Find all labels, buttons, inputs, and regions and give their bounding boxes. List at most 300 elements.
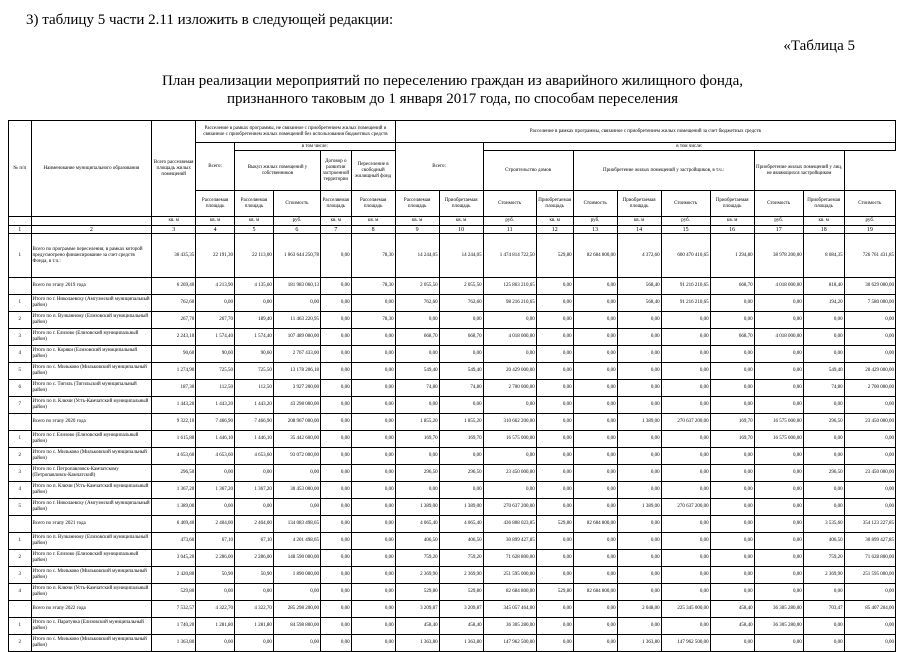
- column-number: 19: [844, 226, 895, 234]
- value-cell: 0,00: [536, 550, 573, 567]
- row-number: 1: [9, 295, 32, 312]
- row-name: Итого по с. Мильково (Мильковский муниципальный район): [31, 363, 152, 380]
- row-number: 1: [9, 431, 32, 448]
- value-cell: 6 469,40: [152, 516, 196, 533]
- table-row: [9, 601, 896, 618]
- value-cell: 458,40: [395, 618, 439, 635]
- row-number: [9, 516, 32, 533]
- value-cell: 0,00: [351, 550, 395, 567]
- table-row: [9, 295, 896, 312]
- value-cell: 107 489 000,00: [273, 329, 320, 346]
- table-row: [9, 380, 896, 397]
- value-cell: 0,00: [803, 618, 844, 635]
- value-cell: 0,00: [661, 465, 710, 482]
- header-area-res-3: Расселяемая площадь: [320, 191, 351, 217]
- header-name: Наименование муниципального образования: [31, 121, 152, 217]
- value-cell: 0,00: [351, 567, 395, 584]
- value-cell: 112,50: [196, 380, 235, 397]
- value-cell: 169,70: [710, 414, 754, 431]
- value-cell: 473,60: [152, 533, 196, 550]
- column-number: 1: [9, 226, 32, 234]
- value-cell: 0,00: [273, 499, 320, 516]
- value-cell: 125 863 210,65: [483, 278, 536, 295]
- value-cell: 458,40: [710, 618, 754, 635]
- value-cell: 3 209,87: [395, 601, 439, 618]
- value-cell: 0,00: [617, 618, 661, 635]
- value-cell: 0,00: [395, 312, 439, 329]
- column-number: 5: [235, 226, 274, 234]
- column-number: 15: [661, 226, 710, 234]
- column-number: 3: [152, 226, 196, 234]
- value-cell: 90,60: [152, 346, 196, 363]
- table-row: [9, 465, 896, 482]
- value-cell: 600 470 410,65: [661, 234, 710, 278]
- row-number: [9, 414, 32, 431]
- value-cell: 0,00: [439, 346, 483, 363]
- value-cell: 726 761 431,85: [844, 234, 895, 278]
- unit-cell: кв. м: [536, 217, 573, 226]
- value-cell: 0,00: [196, 295, 235, 312]
- value-cell: 436 808 023,85: [483, 516, 536, 533]
- value-cell: 0,00: [710, 397, 754, 414]
- value-cell: 0,00: [710, 465, 754, 482]
- value-cell: 23 450 000,00: [483, 465, 536, 482]
- column-number: 13: [573, 226, 617, 234]
- value-cell: 296,50: [395, 465, 439, 482]
- value-cell: 0,00: [320, 234, 351, 278]
- unit-cell: кв. м: [235, 217, 274, 226]
- value-cell: 0,00: [235, 465, 274, 482]
- value-cell: 91 216 210,65: [661, 278, 710, 295]
- value-cell: 0,00: [803, 448, 844, 465]
- header-incl-b: в том числе:: [483, 143, 895, 151]
- column-numbers-row: [9, 226, 896, 234]
- row-number: 3: [9, 567, 32, 584]
- value-cell: 0,00: [661, 584, 710, 601]
- value-cell: 0,00: [661, 567, 710, 584]
- value-cell: 529,80: [536, 234, 573, 278]
- row-name: Итого по п. Ключи (Усть-Камчатский муниципальный район): [31, 584, 152, 601]
- value-cell: 0,00: [617, 516, 661, 533]
- value-cell: 189,40: [235, 312, 274, 329]
- value-cell: 0,00: [573, 448, 617, 465]
- value-cell: 0,00: [536, 482, 573, 499]
- value-cell: 0,00: [320, 618, 351, 635]
- header-total: Всего расселяемая площадь жилых помещений: [152, 121, 196, 217]
- value-cell: 759,20: [439, 550, 483, 567]
- value-cell: 11 463 220,95: [273, 312, 320, 329]
- value-cell: 2 700 000,00: [483, 380, 536, 397]
- value-cell: 0,00: [661, 431, 710, 448]
- value-cell: 2 286,00: [235, 550, 274, 567]
- value-cell: 1 443,20: [235, 397, 274, 414]
- value-cell: 0,00: [536, 533, 573, 550]
- value-cell: 0,00: [754, 567, 803, 584]
- value-cell: 2 369,90: [395, 567, 439, 584]
- value-cell: 0,00: [617, 397, 661, 414]
- value-cell: 0,00: [803, 346, 844, 363]
- value-cell: 529,80: [536, 584, 573, 601]
- header-group-a: Расселение в рамках программы, не связанное с приобретением жилых помещений и связанное с приобретением жилых помещений без использования бюджетных средств: [196, 121, 395, 143]
- value-cell: 0,00: [754, 516, 803, 533]
- value-cell: 1 363,80: [439, 635, 483, 652]
- value-cell: 1 615,80: [152, 431, 196, 448]
- value-cell: 1 855,20: [395, 414, 439, 431]
- value-cell: 406,50: [803, 533, 844, 550]
- value-cell: 267,70: [152, 312, 196, 329]
- value-cell: 762,60: [395, 295, 439, 312]
- table-row: [9, 516, 896, 533]
- value-cell: 0,00: [710, 516, 754, 533]
- column-number: 14: [617, 226, 661, 234]
- value-cell: 0,00: [617, 465, 661, 482]
- header-cost-4: Стоимость: [661, 191, 710, 217]
- value-cell: 0,00: [395, 397, 439, 414]
- unit-cell: руб.: [483, 217, 536, 226]
- row-name: Итого по с. Мильково (Мильковский муниципальный район): [31, 635, 152, 652]
- value-cell: 3 209,87: [439, 601, 483, 618]
- value-cell: 0,00: [573, 567, 617, 584]
- value-cell: 1 389,00: [152, 499, 196, 516]
- value-cell: 23 450 000,00: [844, 414, 895, 431]
- resettlement-plan-table: [8, 120, 896, 652]
- value-cell: 0,00: [320, 312, 351, 329]
- unit-cell: [9, 217, 32, 226]
- value-cell: 16 575 000,00: [754, 414, 803, 431]
- value-cell: 0,00: [573, 312, 617, 329]
- value-cell: 270 637 200,00: [483, 499, 536, 516]
- value-cell: 0,00: [196, 635, 235, 652]
- value-cell: 0,00: [661, 397, 710, 414]
- value-cell: 668,70: [395, 329, 439, 346]
- value-cell: 4 653,60: [196, 448, 235, 465]
- value-cell: 90,60: [235, 346, 274, 363]
- value-cell: 8 084,35: [803, 234, 844, 278]
- header-group-b: Расселение в рамках программы, связанное с приобретением жилых помещений за счет бюджетных средств: [395, 121, 895, 143]
- value-cell: 0,00: [320, 499, 351, 516]
- value-cell: 0,00: [661, 329, 710, 346]
- value-cell: 93 072 000,00: [273, 448, 320, 465]
- table-row: [9, 278, 896, 295]
- value-cell: 0,00: [351, 601, 395, 618]
- value-cell: 0,00: [844, 584, 895, 601]
- value-cell: 1 281,80: [196, 618, 235, 635]
- value-cell: 1 274,90: [152, 363, 196, 380]
- value-cell: 22 113,00: [235, 234, 274, 278]
- row-number: 5: [9, 363, 32, 380]
- value-cell: 0,00: [844, 635, 895, 652]
- value-cell: 0,00: [320, 567, 351, 584]
- value-cell: 148 590 000,00: [273, 550, 320, 567]
- value-cell: 0,00: [395, 346, 439, 363]
- value-cell: 1 367,20: [196, 482, 235, 499]
- value-cell: 0,00: [710, 499, 754, 516]
- column-number: 6: [273, 226, 320, 234]
- value-cell: 2 369,90: [803, 567, 844, 584]
- value-cell: 2 420,80: [152, 567, 196, 584]
- value-cell: 0,00: [617, 380, 661, 397]
- value-cell: 0,00: [320, 329, 351, 346]
- value-cell: 181 983 060,13: [273, 278, 320, 295]
- value-cell: 0,00: [661, 346, 710, 363]
- header-cost-1: Стоимость: [273, 191, 320, 217]
- value-cell: 9 322,10: [152, 414, 196, 431]
- value-cell: 0,00: [661, 363, 710, 380]
- value-cell: 3 535,60: [803, 516, 844, 533]
- row-number: 3: [9, 329, 32, 346]
- value-cell: 725,50: [235, 363, 274, 380]
- value-cell: 225 345 000,00: [661, 601, 710, 618]
- column-number: 18: [803, 226, 844, 234]
- value-cell: 7 580 000,00: [844, 295, 895, 312]
- value-cell: 0,00: [536, 363, 573, 380]
- value-cell: 30 629 000,00: [844, 278, 895, 295]
- value-cell: 0,00: [320, 397, 351, 414]
- value-cell: 13 178 206,18: [273, 363, 320, 380]
- value-cell: 1 443,20: [196, 397, 235, 414]
- table-row: [9, 346, 896, 363]
- table-number-label: «Таблица 5: [783, 38, 855, 54]
- value-cell: 668,70: [710, 329, 754, 346]
- value-cell: 0,00: [754, 533, 803, 550]
- value-cell: 0,00: [573, 380, 617, 397]
- value-cell: 0,00: [661, 380, 710, 397]
- row-name: Всего по программе переселения, в рамках которой предусмотрено финансирование за счет средств Фонда, в т.ч.:: [31, 234, 152, 278]
- column-number: 9: [395, 226, 439, 234]
- value-cell: 1 281,80: [235, 618, 274, 635]
- value-cell: 0,00: [754, 465, 803, 482]
- value-cell: 251 595 000,00: [844, 567, 895, 584]
- value-cell: 20 429 000,00: [483, 363, 536, 380]
- unit-cell: кв. м: [320, 217, 351, 226]
- value-cell: 458,40: [710, 601, 754, 618]
- value-cell: 0,00: [573, 414, 617, 431]
- column-number: 10: [439, 226, 483, 234]
- value-cell: 0,00: [803, 635, 844, 652]
- value-cell: 0,00: [803, 312, 844, 329]
- header-area-acq-2: Приобретаемая площадь: [536, 191, 573, 217]
- unit-cell: кв. м: [439, 217, 483, 226]
- value-cell: 0,00: [573, 346, 617, 363]
- value-cell: 82 684 800,00: [573, 234, 617, 278]
- row-number: 3: [9, 465, 32, 482]
- value-cell: 0,00: [536, 499, 573, 516]
- header-cost-2: Стоимость: [483, 191, 536, 217]
- row-name: Итого по п. Ключи (Усть-Камчатский муниципальный район): [31, 482, 152, 499]
- value-cell: 0,00: [754, 295, 803, 312]
- unit-cell: кв. м: [617, 217, 661, 226]
- value-cell: 458,40: [439, 618, 483, 635]
- value-cell: 50,90: [235, 567, 274, 584]
- header-cost-6: Стоимость: [844, 191, 895, 217]
- value-cell: 0,00: [844, 329, 895, 346]
- row-name: Итого по п. Вулканному (Елизовский муниципальный район): [31, 312, 152, 329]
- value-cell: 1 063 644 250,78: [273, 234, 320, 278]
- value-cell: 1 389,00: [617, 499, 661, 516]
- value-cell: 703,47: [803, 601, 844, 618]
- value-cell: 4 653,60: [152, 448, 196, 465]
- value-cell: 84 598 800,00: [273, 618, 320, 635]
- row-name: Итого по г. Николаевску (Амгуэмский муниципальный район): [31, 499, 152, 516]
- row-name: Итого по п. Ключи (Усть-Камчатский муниципальный район): [31, 397, 152, 414]
- value-cell: 310 662 200,00: [483, 414, 536, 431]
- value-cell: 0,00: [803, 329, 844, 346]
- value-cell: 0,00: [235, 584, 274, 601]
- value-cell: 20 429 000,00: [844, 363, 895, 380]
- value-cell: 82 684 800,00: [573, 584, 617, 601]
- value-cell: 30 899 427,85: [483, 533, 536, 550]
- value-cell: 36 305 280,00: [754, 618, 803, 635]
- value-cell: 0,00: [483, 482, 536, 499]
- value-cell: 0,00: [536, 618, 573, 635]
- row-number: 1: [9, 533, 32, 550]
- value-cell: 0,00: [754, 482, 803, 499]
- value-cell: 0,00: [320, 516, 351, 533]
- unit-cell: руб.: [273, 217, 320, 226]
- value-cell: 0,00: [573, 278, 617, 295]
- row-number: 4: [9, 482, 32, 499]
- value-cell: 0,00: [803, 499, 844, 516]
- value-cell: 67,10: [196, 533, 235, 550]
- value-cell: 0,00: [235, 499, 274, 516]
- value-cell: 0,00: [196, 584, 235, 601]
- value-cell: 0,00: [803, 482, 844, 499]
- value-cell: 7 466,90: [196, 414, 235, 431]
- column-number: 8: [351, 226, 395, 234]
- value-cell: 296,50: [439, 465, 483, 482]
- table-row: [9, 482, 896, 499]
- value-cell: 0,00: [320, 465, 351, 482]
- value-cell: 4 065,40: [439, 516, 483, 533]
- table-row: [9, 329, 896, 346]
- row-name: Итого по г. Елизово (Елизовский муниципальный район): [31, 431, 152, 448]
- table-row: [9, 363, 896, 380]
- value-cell: 2 286,00: [196, 550, 235, 567]
- value-cell: 0,00: [351, 465, 395, 482]
- value-cell: 14 244,05: [395, 234, 439, 278]
- unit-cell: руб.: [754, 217, 803, 226]
- value-cell: 7 532,57: [152, 601, 196, 618]
- row-number: 7: [9, 397, 32, 414]
- value-cell: 0,00: [844, 482, 895, 499]
- value-cell: 0,00: [661, 448, 710, 465]
- value-cell: 1 294,80: [710, 234, 754, 278]
- value-cell: 0,00: [235, 295, 274, 312]
- unit-cell: кв. м: [395, 217, 439, 226]
- header-vsego-b: Всего:: [395, 143, 483, 191]
- table-row: [9, 397, 896, 414]
- value-cell: 0,00: [196, 499, 235, 516]
- value-cell: 0,00: [320, 635, 351, 652]
- column-number: 16: [710, 226, 754, 234]
- value-cell: 0,00: [320, 278, 351, 295]
- value-cell: 1 574,40: [196, 329, 235, 346]
- row-name: Всего по этапу 2020 года: [31, 414, 152, 431]
- value-cell: 1 446,10: [235, 431, 274, 448]
- value-cell: 0,00: [536, 295, 573, 312]
- value-cell: 85 407 204,00: [844, 601, 895, 618]
- value-cell: 0,00: [710, 380, 754, 397]
- value-cell: 0,00: [661, 312, 710, 329]
- value-cell: 134 083 498,65: [273, 516, 320, 533]
- value-cell: 0,00: [617, 584, 661, 601]
- value-cell: 0,00: [273, 465, 320, 482]
- value-cell: 0,00: [754, 363, 803, 380]
- value-cell: 0,00: [351, 635, 395, 652]
- table-row: [9, 584, 896, 601]
- row-name: Итого по г. Елизово (Елизовский муниципальный район): [31, 329, 152, 346]
- value-cell: 0,00: [617, 482, 661, 499]
- value-cell: 549,40: [439, 363, 483, 380]
- value-cell: 30 453 000,00: [273, 482, 320, 499]
- unit-cell: кв. м: [351, 217, 395, 226]
- value-cell: 78,30: [351, 234, 395, 278]
- unit-cell: [31, 217, 152, 226]
- row-number: 2: [9, 635, 32, 652]
- value-cell: 2 404,00: [235, 516, 274, 533]
- value-cell: 0,00: [754, 346, 803, 363]
- header-area-res-4: Расселяемая площадь: [351, 191, 395, 217]
- value-cell: 568,40: [617, 278, 661, 295]
- row-name: Всего по этапу 2021 года: [31, 516, 152, 533]
- value-cell: 406,50: [395, 533, 439, 550]
- value-cell: 818,40: [803, 278, 844, 295]
- value-cell: 0,00: [710, 363, 754, 380]
- value-cell: 0,00: [617, 363, 661, 380]
- value-cell: 0,00: [320, 431, 351, 448]
- value-cell: 0,00: [617, 567, 661, 584]
- table-row: [9, 499, 896, 516]
- value-cell: 112,50: [235, 380, 274, 397]
- value-cell: 549,40: [395, 363, 439, 380]
- value-cell: 0,00: [351, 448, 395, 465]
- intro-text: 3) таблицу 5 части 2.11 изложить в следующей редакции:: [26, 12, 394, 28]
- value-cell: 267,70: [196, 312, 235, 329]
- value-cell: 0,00: [439, 312, 483, 329]
- value-cell: 0,00: [617, 431, 661, 448]
- value-cell: 4 653,60: [235, 448, 274, 465]
- row-number: 2: [9, 550, 32, 567]
- header-from-others: Приобретение жилых помещений у лиц, не являющихся застройщиком: [754, 151, 844, 191]
- value-cell: 759,20: [803, 550, 844, 567]
- value-cell: 296,50: [803, 414, 844, 431]
- value-cell: 16 575 000,00: [754, 431, 803, 448]
- value-cell: 1 474 814 722,50: [483, 234, 536, 278]
- value-cell: 2 404,00: [196, 516, 235, 533]
- value-cell: 4 322,70: [196, 601, 235, 618]
- value-cell: 668,70: [439, 329, 483, 346]
- value-cell: 0,00: [617, 329, 661, 346]
- value-cell: 0,00: [536, 414, 573, 431]
- header-cost-3: Стоимость: [573, 191, 617, 217]
- value-cell: 2 243,10: [152, 329, 196, 346]
- header-buyout: Выкуп жилых помещений у собственников: [235, 151, 321, 191]
- value-cell: 0,00: [573, 550, 617, 567]
- value-cell: 568,40: [617, 295, 661, 312]
- value-cell: 0,00: [803, 397, 844, 414]
- value-cell: 0,00: [573, 363, 617, 380]
- value-cell: 0,00: [320, 346, 351, 363]
- value-cell: 74,80: [803, 380, 844, 397]
- title-line-1: План реализации мероприятий по переселению граждан из аварийного жилищного фонда,: [162, 73, 743, 89]
- value-cell: 529,80: [536, 516, 573, 533]
- value-cell: 4 018 000,00: [754, 329, 803, 346]
- value-cell: 0,00: [536, 448, 573, 465]
- header-area-res-5: Расселяемая площадь: [395, 191, 439, 217]
- value-cell: 0,00: [351, 414, 395, 431]
- value-cell: 0,00: [439, 448, 483, 465]
- value-cell: 0,00: [754, 312, 803, 329]
